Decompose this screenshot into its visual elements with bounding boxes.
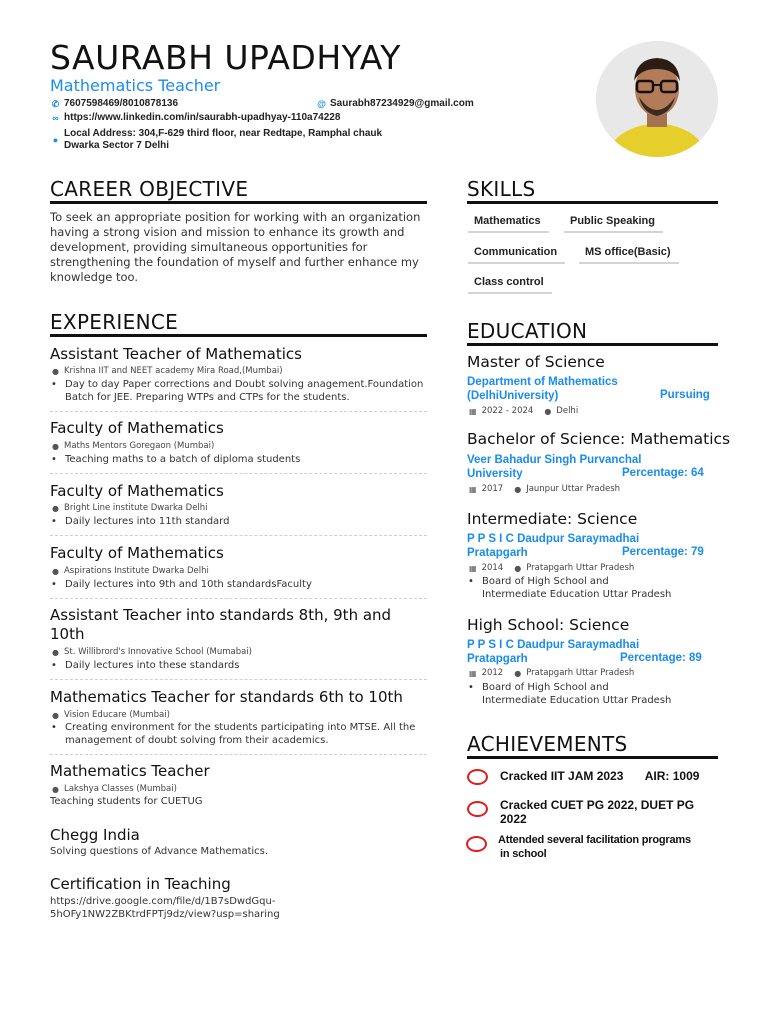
- education-percentage: Percentage: 64: [622, 467, 704, 479]
- address-contact: [51, 128, 382, 152]
- experience-bullet: • Creating environment for the students participating into MTSE. All the management of doubt solving from their academics.: [51, 722, 415, 747]
- achievement-item: Attended several facilitation programs in school: [498, 834, 691, 860]
- education-degree: High School: Science: [467, 616, 630, 634]
- experience-title: Faculty of Mathematics: [50, 482, 224, 500]
- career-objective-text: To seek an appropriate position for working with an organization having a strong vision and mission to enhance its growth and development, providing simultaneous opportunities for strengthening the foundation of myself and further enhance my knowledge too.: [50, 210, 421, 284]
- experience-title: Assistant Teacher of Mathematics: [50, 345, 302, 363]
- certification-link[interactable]: https://drive.google.com/file/d/1B7sDwdGqu- 5hOFy1NW2ZBKtrdFPTj9dz/view?usp=sharing: [50, 896, 280, 920]
- experience-bullet: • Teaching maths to a batch of diploma students: [51, 454, 300, 467]
- calendar-icon: ▦: [469, 406, 477, 416]
- experience-heading: EXPERIENCE: [50, 310, 179, 334]
- experience-bullet: • Daily lectures into 11th standard: [51, 516, 229, 529]
- education-institution: P P S I C Daudpur Saraymadhai Pratapgarh: [467, 533, 640, 559]
- candidate-role: Mathematics Teacher: [50, 76, 221, 95]
- achievement-item: Cracked CUET PG 2022, DUET PG 2022: [500, 798, 695, 826]
- location-icon: ●: [52, 366, 59, 376]
- experience-title: Assistant Teacher into standards 8th, 9th and 10th: [50, 606, 392, 643]
- calendar-icon: ▦: [469, 484, 477, 494]
- location-icon: ●: [52, 784, 59, 794]
- career-objective-heading: CAREER OBJECTIVE: [50, 177, 249, 201]
- experience-divider: [50, 679, 427, 680]
- location-icon: ●: [52, 566, 59, 576]
- phone-text: 7607598469/8010878136: [64, 98, 179, 109]
- education-institution: P P S I C Daudpur Saraymadhai Pratapgarh: [467, 639, 640, 665]
- experience-bullet: • Day to day Paper corrections and Doubt solving anagement.Foundation Batch for JEE. Preparing WTPs and CTPs for the students.: [51, 379, 423, 404]
- experience-location: ● Krishna IIT and NEET academy Mira Road,(Mumbai): [52, 366, 283, 376]
- achievement-marker-icon: [467, 769, 488, 785]
- experience-description: Solving questions of Advance Mathematics.: [50, 846, 269, 857]
- education-percentage: Percentage: 89: [620, 652, 702, 664]
- experience-location: ● St. Willibrord's Innovative School (Mumabai): [52, 647, 252, 657]
- skill-tag: Public Speaking: [564, 215, 663, 233]
- education-meta: ▦ 2014 ● Pratapgarh Uttar Pradesh: [469, 563, 635, 573]
- location-icon: ●: [514, 668, 522, 678]
- experience-location: ● Maths Mentors Goregaon (Mumbai): [52, 441, 215, 451]
- location-icon: ●: [514, 563, 522, 573]
- experience-rule: [50, 334, 427, 337]
- education-degree: Master of Science: [467, 353, 605, 371]
- experience-title: Faculty of Mathematics: [50, 419, 224, 437]
- phone-icon: ✆: [51, 99, 60, 109]
- experience-divider: [50, 535, 427, 536]
- phone-contact: [51, 98, 178, 110]
- location-icon: ●: [52, 710, 59, 720]
- calendar-icon: ▦: [469, 563, 477, 573]
- candidate-name: SAURABH UPADHYAY: [50, 38, 401, 77]
- email-contact[interactable]: [317, 98, 474, 110]
- experience-description: Teaching students for CUETUG: [50, 796, 203, 807]
- education-meta: ▦ 2012 ● Pratapgarh Uttar Pradesh: [469, 668, 635, 678]
- education-meta: ▦ 2017 ● Jaunpur Uttar Pradesh: [469, 484, 621, 494]
- achievements-rule: [467, 756, 718, 759]
- experience-divider: [50, 473, 427, 474]
- education-status: Pursuing: [660, 389, 710, 401]
- profile-photo-illustration: [596, 41, 718, 157]
- linkedin-link[interactable]: https://www.linkedin.com/in/saurabh-upadhyay-110a74228: [64, 112, 341, 123]
- experience-title: Chegg India: [50, 826, 140, 844]
- achievements-heading: ACHIEVEMENTS: [467, 732, 628, 756]
- skills-heading: SKILLS: [467, 177, 536, 201]
- experience-title: Certification in Teaching: [50, 875, 231, 893]
- experience-location: ● Lakshya Classes (Mumbai): [52, 784, 177, 794]
- email-icon: @: [317, 99, 326, 109]
- experience-title: Faculty of Mathematics: [50, 544, 224, 562]
- skill-tag: MS office(Basic): [579, 246, 679, 264]
- achievement-marker-icon: [466, 836, 487, 852]
- education-heading: EDUCATION: [467, 319, 588, 343]
- experience-bullet: • Daily lectures into 9th and 10th standardsFaculty: [51, 579, 312, 592]
- location-icon: ●: [544, 406, 552, 416]
- email-text[interactable]: Saurabh87234929@gmail.com: [330, 98, 474, 109]
- skill-tag: Mathematics: [468, 215, 549, 233]
- achievement-item: Cracked IIT JAM 2023 AIR: 1009: [500, 769, 700, 783]
- education-institution: Department of Mathematics (DelhiUniversity): [467, 376, 618, 402]
- experience-divider: [50, 598, 427, 599]
- skills-rule: [467, 201, 718, 204]
- location-icon: ●: [52, 441, 59, 451]
- education-institution: Veer Bahadur Singh Purvanchal University: [467, 454, 642, 480]
- address-line-1: Local Address: 304,F-629 third floor, near Redtape, Ramphal chauk: [64, 128, 383, 139]
- experience-divider: [50, 754, 427, 755]
- career-objective-rule: [50, 201, 427, 204]
- education-percentage: Percentage: 79: [622, 546, 704, 558]
- location-icon: ●: [52, 503, 59, 513]
- education-bullet: • Board of High School and Intermediate Education Uttar Pradesh: [468, 576, 671, 601]
- linkedin-contact[interactable]: [51, 112, 340, 124]
- skill-tag: Class control: [468, 276, 552, 294]
- achievement-marker-icon: [467, 801, 488, 817]
- experience-location: ● Vision Educare (Mumbai): [52, 710, 170, 720]
- skill-tag: Communication: [468, 246, 565, 264]
- education-degree: Bachelor of Science: Mathematics: [467, 430, 731, 448]
- profile-photo: [596, 41, 718, 157]
- address-line-2: Dwarka Sector 7 Delhi: [64, 140, 170, 151]
- education-bullet: • Board of High School and Intermediate Education Uttar Pradesh: [468, 682, 671, 707]
- experience-bullet: • Daily lectures into these standards: [51, 660, 239, 673]
- experience-divider: [50, 411, 427, 412]
- experience-location: ● Aspirations Institute Dwarka Delhi: [52, 566, 209, 576]
- experience-title: Mathematics Teacher: [50, 762, 210, 780]
- education-meta: ▦ 2022 - 2024 ● Delhi: [469, 406, 579, 416]
- calendar-icon: ▦: [469, 668, 477, 678]
- experience-location: ● Bright Line institute Dwarka Delhi: [52, 503, 208, 513]
- education-rule: [467, 343, 718, 346]
- experience-title: Mathematics Teacher for standards 6th to 10th: [50, 688, 403, 706]
- education-degree: Intermediate: Science: [467, 510, 638, 528]
- link-icon: ∞: [52, 113, 59, 123]
- location-icon: ●: [52, 135, 59, 145]
- location-icon: ●: [514, 484, 522, 494]
- location-icon: ●: [52, 647, 59, 657]
